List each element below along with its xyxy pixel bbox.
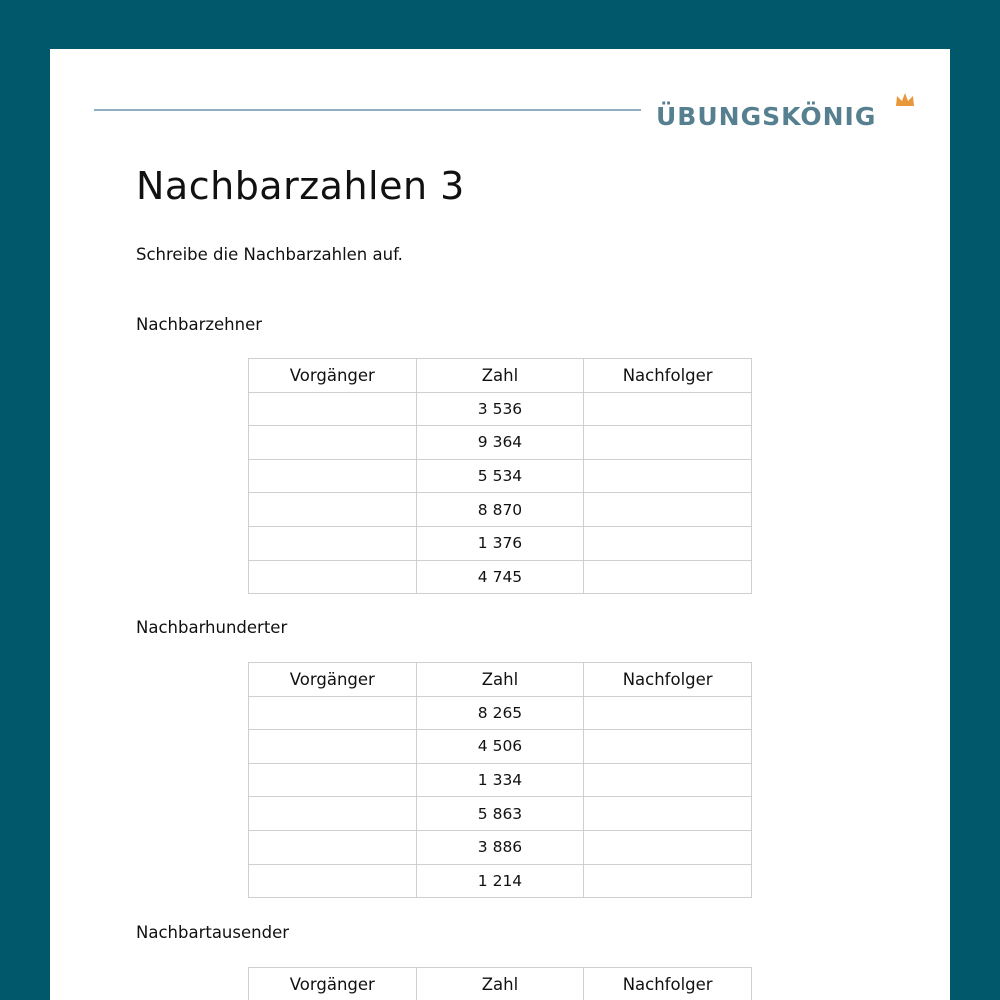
number-cell: 3 886	[416, 830, 584, 864]
number-cell: 5 534	[416, 459, 584, 493]
number-cell: 1 376	[416, 526, 584, 560]
header-successor: Nachfolger	[584, 968, 752, 1000]
predecessor-cell[interactable]	[249, 426, 417, 460]
predecessor-cell[interactable]	[249, 526, 417, 560]
table-row	[249, 392, 752, 426]
table-row	[249, 830, 752, 864]
section-label-thousands: Nachbartausender	[136, 923, 290, 942]
table-row	[249, 864, 752, 898]
successor-cell[interactable]	[584, 696, 752, 730]
number-cell: 1 334	[416, 763, 584, 797]
table-row	[249, 696, 752, 730]
table-row	[249, 459, 752, 493]
header-successor: Nachfolger	[584, 359, 752, 393]
predecessor-cell[interactable]	[249, 696, 417, 730]
header-predecessor: Vorgänger	[249, 968, 417, 1000]
table-thousands	[248, 967, 752, 1000]
number-cell: 1 214	[416, 864, 584, 898]
successor-cell[interactable]	[584, 459, 752, 493]
predecessor-cell[interactable]	[249, 493, 417, 527]
number-cell: 5 863	[416, 797, 584, 831]
predecessor-cell[interactable]	[249, 392, 417, 426]
header-number: Zahl	[416, 359, 584, 393]
table-row	[249, 426, 752, 460]
table-row	[249, 493, 752, 527]
number-cell: 4 745	[416, 560, 584, 594]
header-rule	[94, 109, 641, 111]
successor-cell[interactable]	[584, 763, 752, 797]
section-label-hundreds: Nachbarhunderter	[136, 618, 288, 637]
successor-cell[interactable]	[584, 864, 752, 898]
predecessor-cell[interactable]	[249, 560, 417, 594]
crown-icon	[895, 92, 915, 108]
table-header-row	[249, 663, 752, 697]
number-cell: 9 364	[416, 426, 584, 460]
table-row	[249, 526, 752, 560]
table-row	[249, 730, 752, 764]
successor-cell[interactable]	[584, 797, 752, 831]
number-cell: 4 506	[416, 730, 584, 764]
successor-cell[interactable]	[584, 526, 752, 560]
predecessor-cell[interactable]	[249, 763, 417, 797]
predecessor-cell[interactable]	[249, 797, 417, 831]
successor-cell[interactable]	[584, 730, 752, 764]
header-successor: Nachfolger	[584, 663, 752, 697]
predecessor-cell[interactable]	[249, 864, 417, 898]
successor-cell[interactable]	[584, 392, 752, 426]
predecessor-cell[interactable]	[249, 459, 417, 493]
header-predecessor: Vorgänger	[249, 359, 417, 393]
header-predecessor: Vorgänger	[249, 663, 417, 697]
header-number: Zahl	[416, 968, 584, 1000]
table-hundreds	[248, 662, 752, 898]
brand-logo: ÜBUNGSKÖNIG	[656, 102, 877, 131]
table-row	[249, 797, 752, 831]
table-row	[249, 763, 752, 797]
successor-cell[interactable]	[584, 426, 752, 460]
number-cell: 8 870	[416, 493, 584, 527]
successor-cell[interactable]	[584, 493, 752, 527]
table-header-row	[249, 359, 752, 393]
predecessor-cell[interactable]	[249, 830, 417, 864]
number-cell: 3 536	[416, 392, 584, 426]
table-header-row	[249, 968, 752, 1000]
table-row	[249, 560, 752, 594]
section-label-tens: Nachbarzehner	[136, 315, 263, 334]
page-title: Nachbarzahlen 3	[136, 164, 465, 208]
number-cell: 8 265	[416, 696, 584, 730]
worksheet-page	[50, 49, 950, 1000]
table-tens	[248, 358, 752, 594]
instruction-text: Schreibe die Nachbarzahlen auf.	[136, 245, 403, 264]
successor-cell[interactable]	[584, 830, 752, 864]
successor-cell[interactable]	[584, 560, 752, 594]
predecessor-cell[interactable]	[249, 730, 417, 764]
header-number: Zahl	[416, 663, 584, 697]
